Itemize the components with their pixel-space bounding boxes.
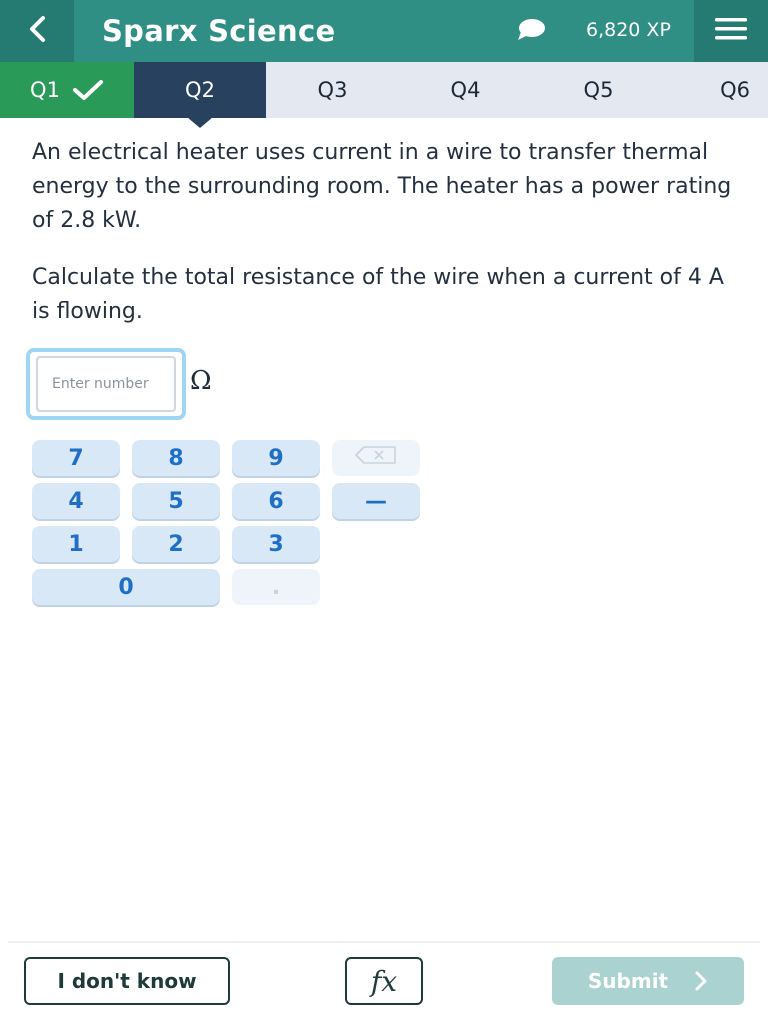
tab-label: Q1 xyxy=(30,78,60,102)
backspace-key[interactable] xyxy=(332,440,420,476)
dont-know-button[interactable]: I don't know xyxy=(24,957,230,1005)
question-tabs xyxy=(0,62,768,118)
question-text xyxy=(32,136,732,352)
key-6[interactable]: 6 xyxy=(232,483,320,519)
key-9[interactable]: 9 xyxy=(232,440,320,476)
tab-label: Q5 xyxy=(583,78,614,102)
key-0[interactable]: 0 xyxy=(32,569,220,605)
formula-button[interactable]: fx xyxy=(345,957,423,1005)
answer-field-focus-ring xyxy=(26,348,186,420)
unit-label: Ω xyxy=(190,366,212,396)
key-4[interactable]: 4 xyxy=(32,483,120,519)
key-7[interactable]: 7 xyxy=(32,440,120,476)
key-3[interactable]: 3 xyxy=(232,526,320,562)
back-button[interactable] xyxy=(0,0,74,62)
hamburger-menu-icon xyxy=(715,17,747,45)
submit-button[interactable] xyxy=(552,957,744,1005)
tab-label: Q2 xyxy=(185,78,215,102)
chevron-left-icon xyxy=(26,14,48,48)
backspace-icon xyxy=(354,445,398,471)
footer-divider xyxy=(8,941,760,943)
chat-bubble-icon xyxy=(516,18,546,46)
tab-q3[interactable] xyxy=(266,62,399,118)
tab-q6[interactable] xyxy=(665,62,768,118)
tab-label: Q6 xyxy=(720,78,750,102)
tab-q1[interactable] xyxy=(0,62,134,118)
tab-label: Q3 xyxy=(317,78,348,102)
minus-key[interactable]: — xyxy=(332,483,420,519)
tab-label: Q4 xyxy=(450,78,481,102)
question-paragraph: Calculate the total resistance of the wire when a current of 4 A is flowing. xyxy=(32,265,724,324)
checkmark-icon xyxy=(72,79,104,101)
key-1[interactable]: 1 xyxy=(32,526,120,562)
tab-q2[interactable] xyxy=(134,62,266,118)
question-paragraph: An electrical heater uses current in a wire to transfer thermal energy to the surrounding room. The heater has a power rating of 2.8 kW. xyxy=(32,140,732,233)
key-8[interactable]: 8 xyxy=(132,440,220,476)
chat-button[interactable] xyxy=(514,18,548,46)
key-5[interactable]: 5 xyxy=(132,483,220,519)
tab-q4[interactable] xyxy=(399,62,532,118)
answer-input[interactable] xyxy=(36,356,176,412)
chevron-right-icon xyxy=(694,970,708,992)
submit-label: Submit xyxy=(587,969,669,993)
app-title: Sparx Science xyxy=(102,14,336,48)
tab-q5[interactable] xyxy=(532,62,665,118)
menu-button[interactable] xyxy=(694,0,768,62)
app-header xyxy=(0,0,768,62)
key-2[interactable]: 2 xyxy=(132,526,220,562)
xp-counter: 6,820 XP xyxy=(586,19,671,41)
decimal-key[interactable]: . xyxy=(232,569,320,605)
